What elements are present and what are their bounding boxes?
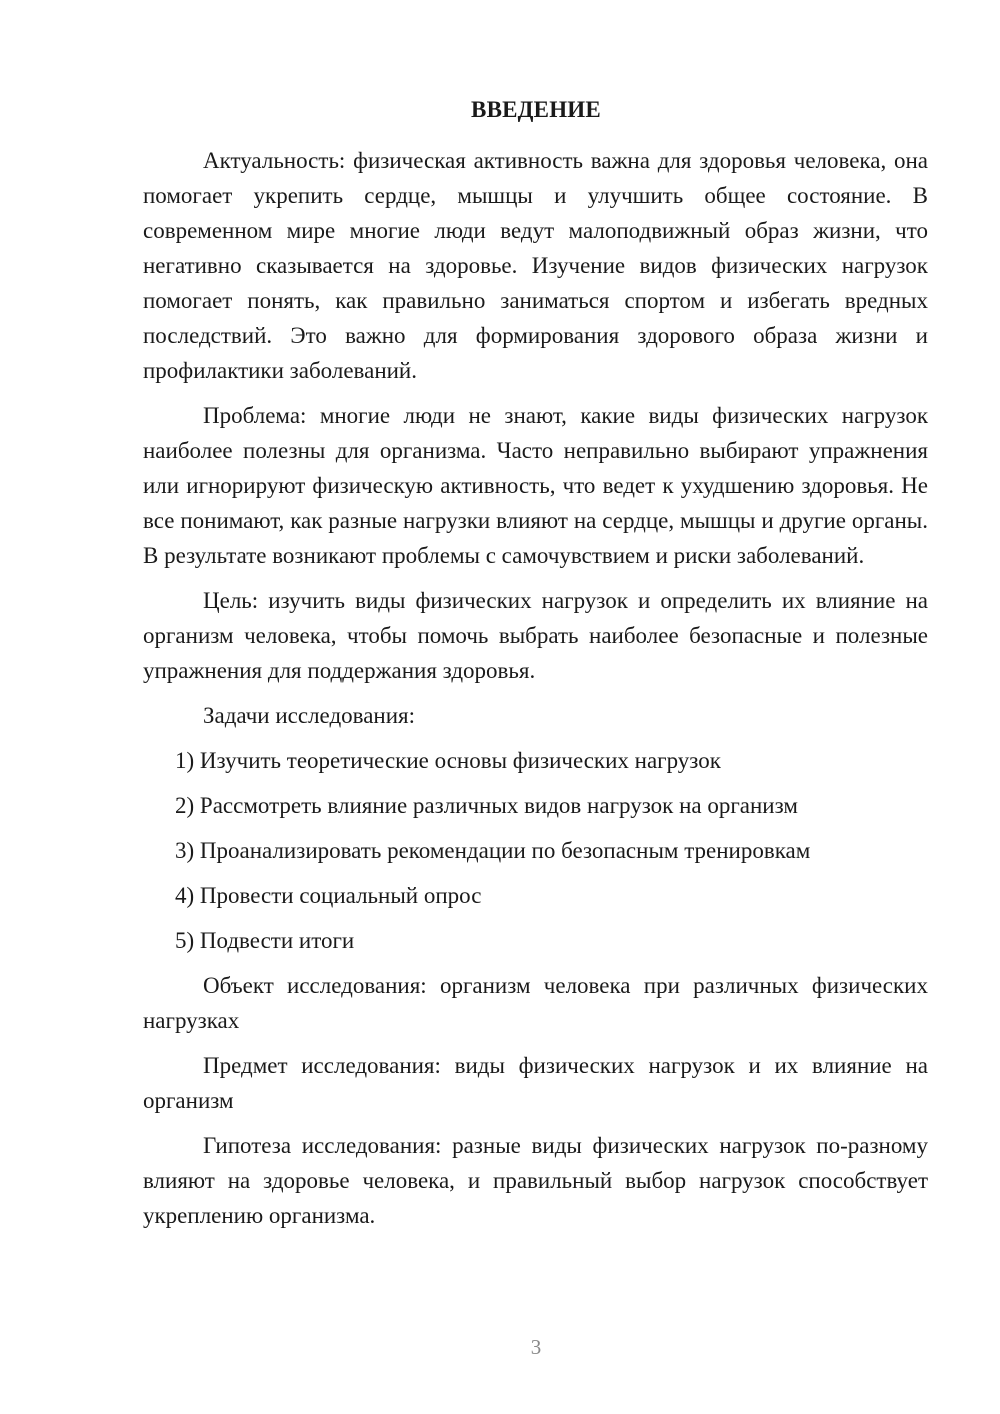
hypothesis-paragraph: Гипотеза исследования: разные виды физических нагрузок по-разному влияют на здоровье человека, и правильный выбор нагрузок способствует укреплению организма. (143, 1133, 928, 1228)
task-item: 3) Проанализировать рекомендации по безопасным тренировкам (175, 838, 811, 863)
goal-paragraph: Цель: изучить виды физических нагрузок и определить их влияние на организм человека, чтобы помочь выбрать наиболее безопасные и полезные упражнения для поддержания здоровья. (143, 588, 928, 683)
task-item: 1) Изучить теоретические основы физических нагрузок (175, 748, 721, 773)
relevance-paragraph: Актуальность: физическая активность важна для здоровья человека, она помогает укрепить сердце, мышцы и улучшить общее состояние. В современном мире многие люди ведут малоподвижный образ жизни, что негативно сказывается на здоровье. Изучение видов физических нагрузок помогает понять, как правильно заниматься спортом и избегать вредных последствий. Это важно для формирования здорового образа жизни и профилактики заболеваний. (143, 148, 928, 383)
tasks-heading: Задачи исследования: (203, 703, 416, 728)
document-body (143, 143, 928, 1243)
task-item: 2) Рассмотреть влияние различных видов нагрузок на организм (175, 793, 798, 818)
object-paragraph: Объект исследования: организм человека при различных физических нагрузках (143, 973, 928, 1033)
page-title: ВВЕДЕНИЕ (471, 97, 601, 122)
problem-paragraph: Проблема: многие люди не знают, какие виды физических нагрузок наиболее полезны для организма. Часто неправильно выбирают упражнения или игнорируют физическую активность, что ведет к ухудшению здоровья. Не все понимают, как разные нагрузки влияют на сердце, мышцы и другие органы. В результате возникают проблемы с самочувствием и риски заболеваний. (143, 403, 928, 568)
tasks-list (143, 743, 928, 958)
page-number: 3 (530, 1335, 542, 1359)
task-item: 5) Подвести итоги (175, 928, 355, 953)
subject-paragraph: Предмет исследования: виды физических нагрузок и их влияние на организм (143, 1053, 928, 1113)
task-item: 4) Провести социальный опрос (175, 883, 482, 908)
